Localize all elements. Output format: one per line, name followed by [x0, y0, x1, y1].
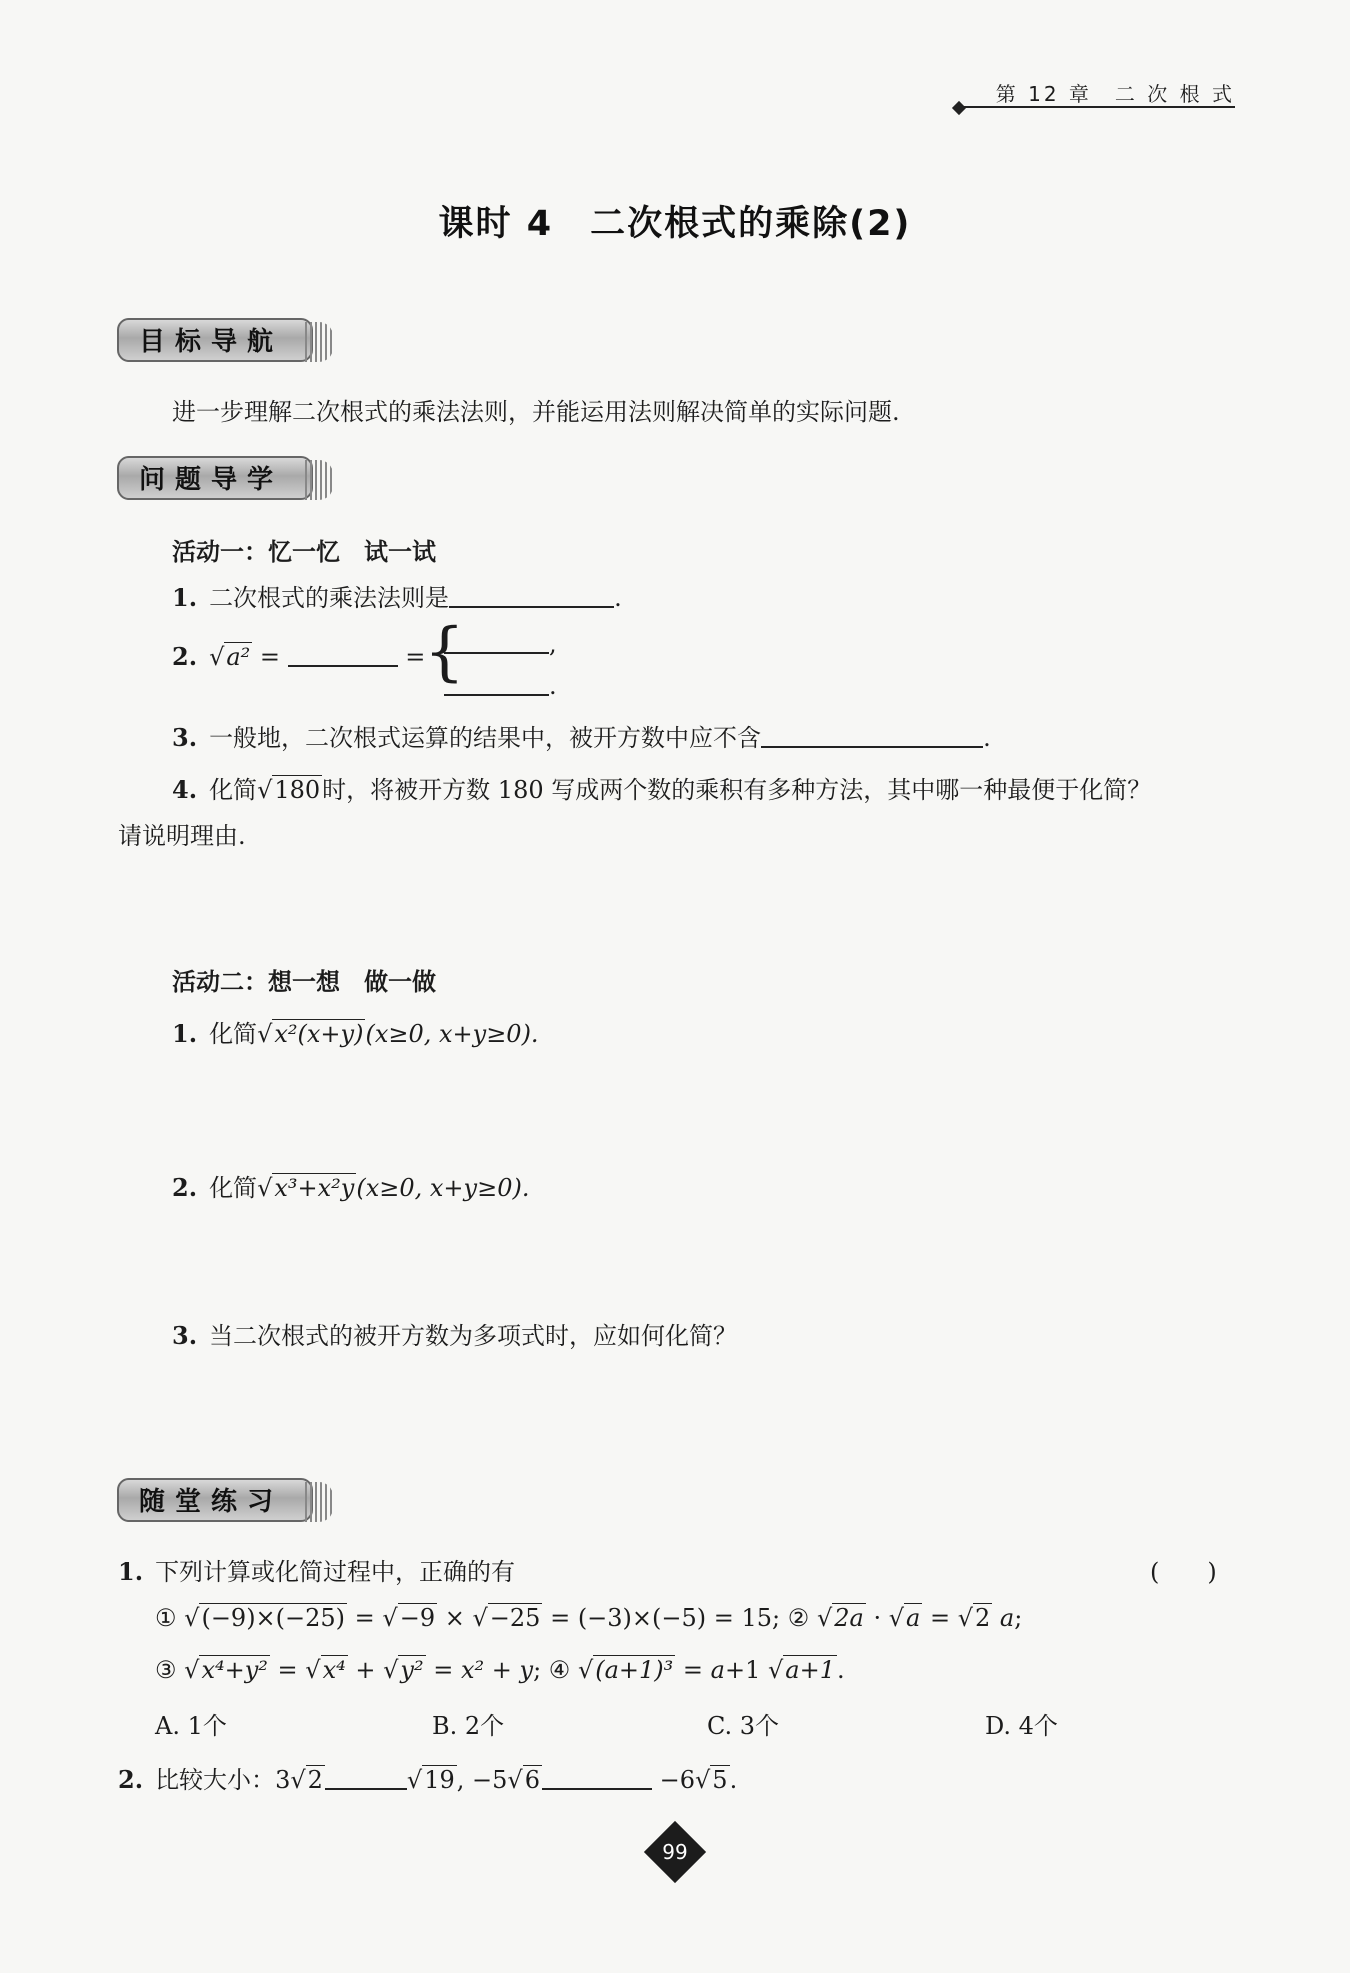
- section-badge-goal: [117, 318, 313, 362]
- brace-case-2: .: [444, 672, 557, 700]
- practice-q1-line2: ③ √x⁴+y² = √x⁴ + √y² = x² + y; ④ √(a+1)³ = a+1 √a+1.: [155, 1656, 845, 1684]
- option-d[interactable]: D. 4个: [985, 1712, 1058, 1740]
- answer-blank[interactable]: [449, 584, 614, 608]
- diamond-icon: [952, 101, 966, 115]
- answer-blank[interactable]: [542, 1766, 652, 1790]
- section-goal-label: 目标导航: [139, 327, 284, 357]
- badge-ridges-icon: [305, 322, 333, 362]
- a1-question-1: 1. 二次根式的乘法法则是 .: [172, 583, 622, 612]
- a2-question-1: 1. 化简√x²(x+y)(x≥0, x+y≥0).: [172, 1019, 539, 1048]
- a1-question-4: 4. 化简√180时，将被开方数 180 写成两个数的乘积有多种方法，其中哪一种最便于化简？: [172, 775, 1152, 804]
- a1-question-2: 2. √a² = =: [172, 642, 426, 671]
- section-badge-study: [117, 456, 313, 500]
- section-practice-label: 随堂练习: [139, 1487, 284, 1517]
- option-a[interactable]: A. 1个: [155, 1712, 227, 1740]
- answer-blank[interactable]: [325, 1766, 407, 1790]
- answer-blank[interactable]: [444, 672, 549, 696]
- page-number: 99: [662, 1840, 688, 1864]
- answer-blank[interactable]: [761, 724, 983, 748]
- chapter-header: [960, 74, 1235, 108]
- practice-question-2: 2. 比较大小：3√2 √19, −5√6 −6√5.: [118, 1765, 738, 1794]
- section-badge-practice: [117, 1478, 313, 1522]
- practice-q1-line1: ① √(−9)×(−25) = √−9 × √−25 = (−3)×(−5) = 15; ② √2a · √a = √2 a;: [155, 1604, 1023, 1632]
- badge-ridges-icon: [305, 460, 333, 500]
- brace-case-1: ,: [444, 630, 557, 658]
- activity2-title: 活动二：想一想 做一做: [172, 968, 436, 996]
- option-b[interactable]: B. 2个: [432, 1712, 505, 1740]
- practice-question-1: 1. 下列计算或化简过程中，正确的有: [118, 1557, 516, 1586]
- section-study-label: 问题导学: [139, 465, 284, 495]
- answer-blank[interactable]: [444, 630, 549, 654]
- a1-question-3: 3. 一般地，二次根式运算的结果中，被开方数中应不含 .: [172, 723, 991, 752]
- a1-question-4-cont: 请说明理由.: [118, 822, 246, 850]
- goal-text: 进一步理解二次根式的乘法法则，并能运用法则解决简单的实际问题.: [172, 398, 900, 426]
- a2-question-2: 2. 化简√x³+x²y(x≥0, x+y≥0).: [172, 1173, 530, 1202]
- answer-paren[interactable]: ( ): [1150, 1558, 1217, 1586]
- badge-ridges-icon: [305, 1482, 333, 1522]
- brace: {: [424, 615, 465, 689]
- a2-question-3: 3. 当二次根式的被开方数为多项式时，应如何化简？: [172, 1321, 738, 1350]
- answer-blank[interactable]: [288, 643, 398, 667]
- activity1-title: 活动一：忆一忆 试一试: [172, 538, 436, 566]
- option-c[interactable]: C. 3个: [707, 1712, 780, 1740]
- chapter-label: 第 12 章 二 次 根 式: [995, 82, 1235, 106]
- lesson-title: 课时 4 二次根式的乘除(2): [438, 204, 912, 244]
